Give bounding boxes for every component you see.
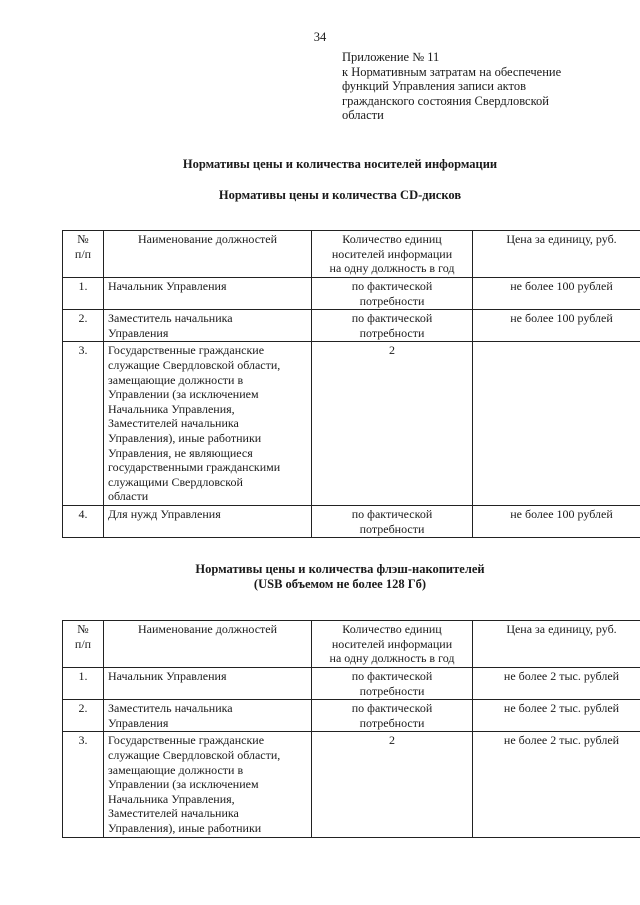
table-row (63, 668, 640, 700)
page-number: 34 (313, 30, 327, 44)
flash-table (62, 620, 640, 838)
table-header-row (63, 231, 640, 278)
appendix-line: области (342, 108, 384, 123)
row-qty: 2 (312, 342, 473, 506)
row-name: Для нужд Управления (104, 505, 312, 537)
row-qty: по фактической потребности (312, 668, 473, 700)
row-price: не более 100 рублей (473, 310, 640, 342)
header-price: Цена за единицу, руб. (473, 231, 640, 278)
flash-subtitle-line: (USB объемом не более 128 Гб) (253, 577, 427, 591)
row-name: Заместитель начальника Управления (104, 700, 312, 732)
main-title: Нормативы цены и количества носителей информации (182, 157, 498, 171)
row-qty: по фактической потребности (312, 278, 473, 310)
row-qty: по фактической потребности (312, 505, 473, 537)
row-num: 1. (63, 668, 104, 700)
row-price: не более 100 рублей (473, 505, 640, 537)
appendix-line: функций Управления записи актов (342, 79, 526, 94)
row-num: 4. (63, 505, 104, 537)
cd-table (62, 230, 640, 538)
row-name: Начальник Управления (104, 668, 312, 700)
table-row (63, 732, 640, 837)
row-price: не более 2 тыс. рублей (473, 700, 640, 732)
flash-section-title (0, 562, 640, 592)
row-qty: по фактической потребности (312, 310, 473, 342)
table-row (63, 700, 640, 732)
row-price: не более 100 рублей (473, 278, 640, 310)
header-name: Наименование должностей (104, 231, 312, 278)
header-qty: Количество единиц носителей информации на одну должность в год (312, 621, 473, 668)
row-num: 3. (63, 732, 104, 837)
table-row (63, 342, 640, 506)
appendix-line: к Нормативным затратам на обеспечение (342, 64, 562, 79)
header-price: Цена за единицу, руб. (473, 621, 640, 668)
row-price: не более 2 тыс. рублей (473, 732, 640, 837)
table-header-row (63, 621, 640, 668)
appendix-line: Приложение № 11 (342, 50, 440, 64)
row-name: Государственные гражданские служащие Свердловской области, замещающие должности в Управлении (за исключением Начальника Управления, Заместителей начальника Управления), иные работники Управления, не являющиеся государственными гражданскими служащими Свердловской области (104, 342, 312, 506)
appendix-note (342, 50, 612, 123)
flash-title-line: Нормативы цены и количества флэш-накопителей (195, 562, 485, 576)
row-name: Государственные гражданские служащие Свердловской области, замещающие должности в Управлении (за исключением Начальника Управления, Заместителей начальника Управления), иные работники (104, 732, 312, 837)
row-price (473, 342, 640, 506)
header-num: № п/п (63, 621, 104, 668)
cd-section-title: Нормативы цены и количества CD-дисков (218, 188, 462, 202)
row-name: Начальник Управления (104, 278, 312, 310)
row-num: 1. (63, 278, 104, 310)
row-qty: 2 (312, 732, 473, 837)
row-num: 3. (63, 342, 104, 506)
table-row (63, 310, 640, 342)
row-qty: по фактической потребности (312, 700, 473, 732)
table-row (63, 505, 640, 537)
header-name: Наименование должностей (104, 621, 312, 668)
row-num: 2. (63, 310, 104, 342)
row-name: Заместитель начальника Управления (104, 310, 312, 342)
header-qty: Количество единиц носителей информации на одну должность в год (312, 231, 473, 278)
table-row (63, 278, 640, 310)
appendix-line: гражданского состояния Свердловской (342, 93, 549, 108)
row-price: не более 2 тыс. рублей (473, 668, 640, 700)
header-num: № п/п (63, 231, 104, 278)
row-num: 2. (63, 700, 104, 732)
